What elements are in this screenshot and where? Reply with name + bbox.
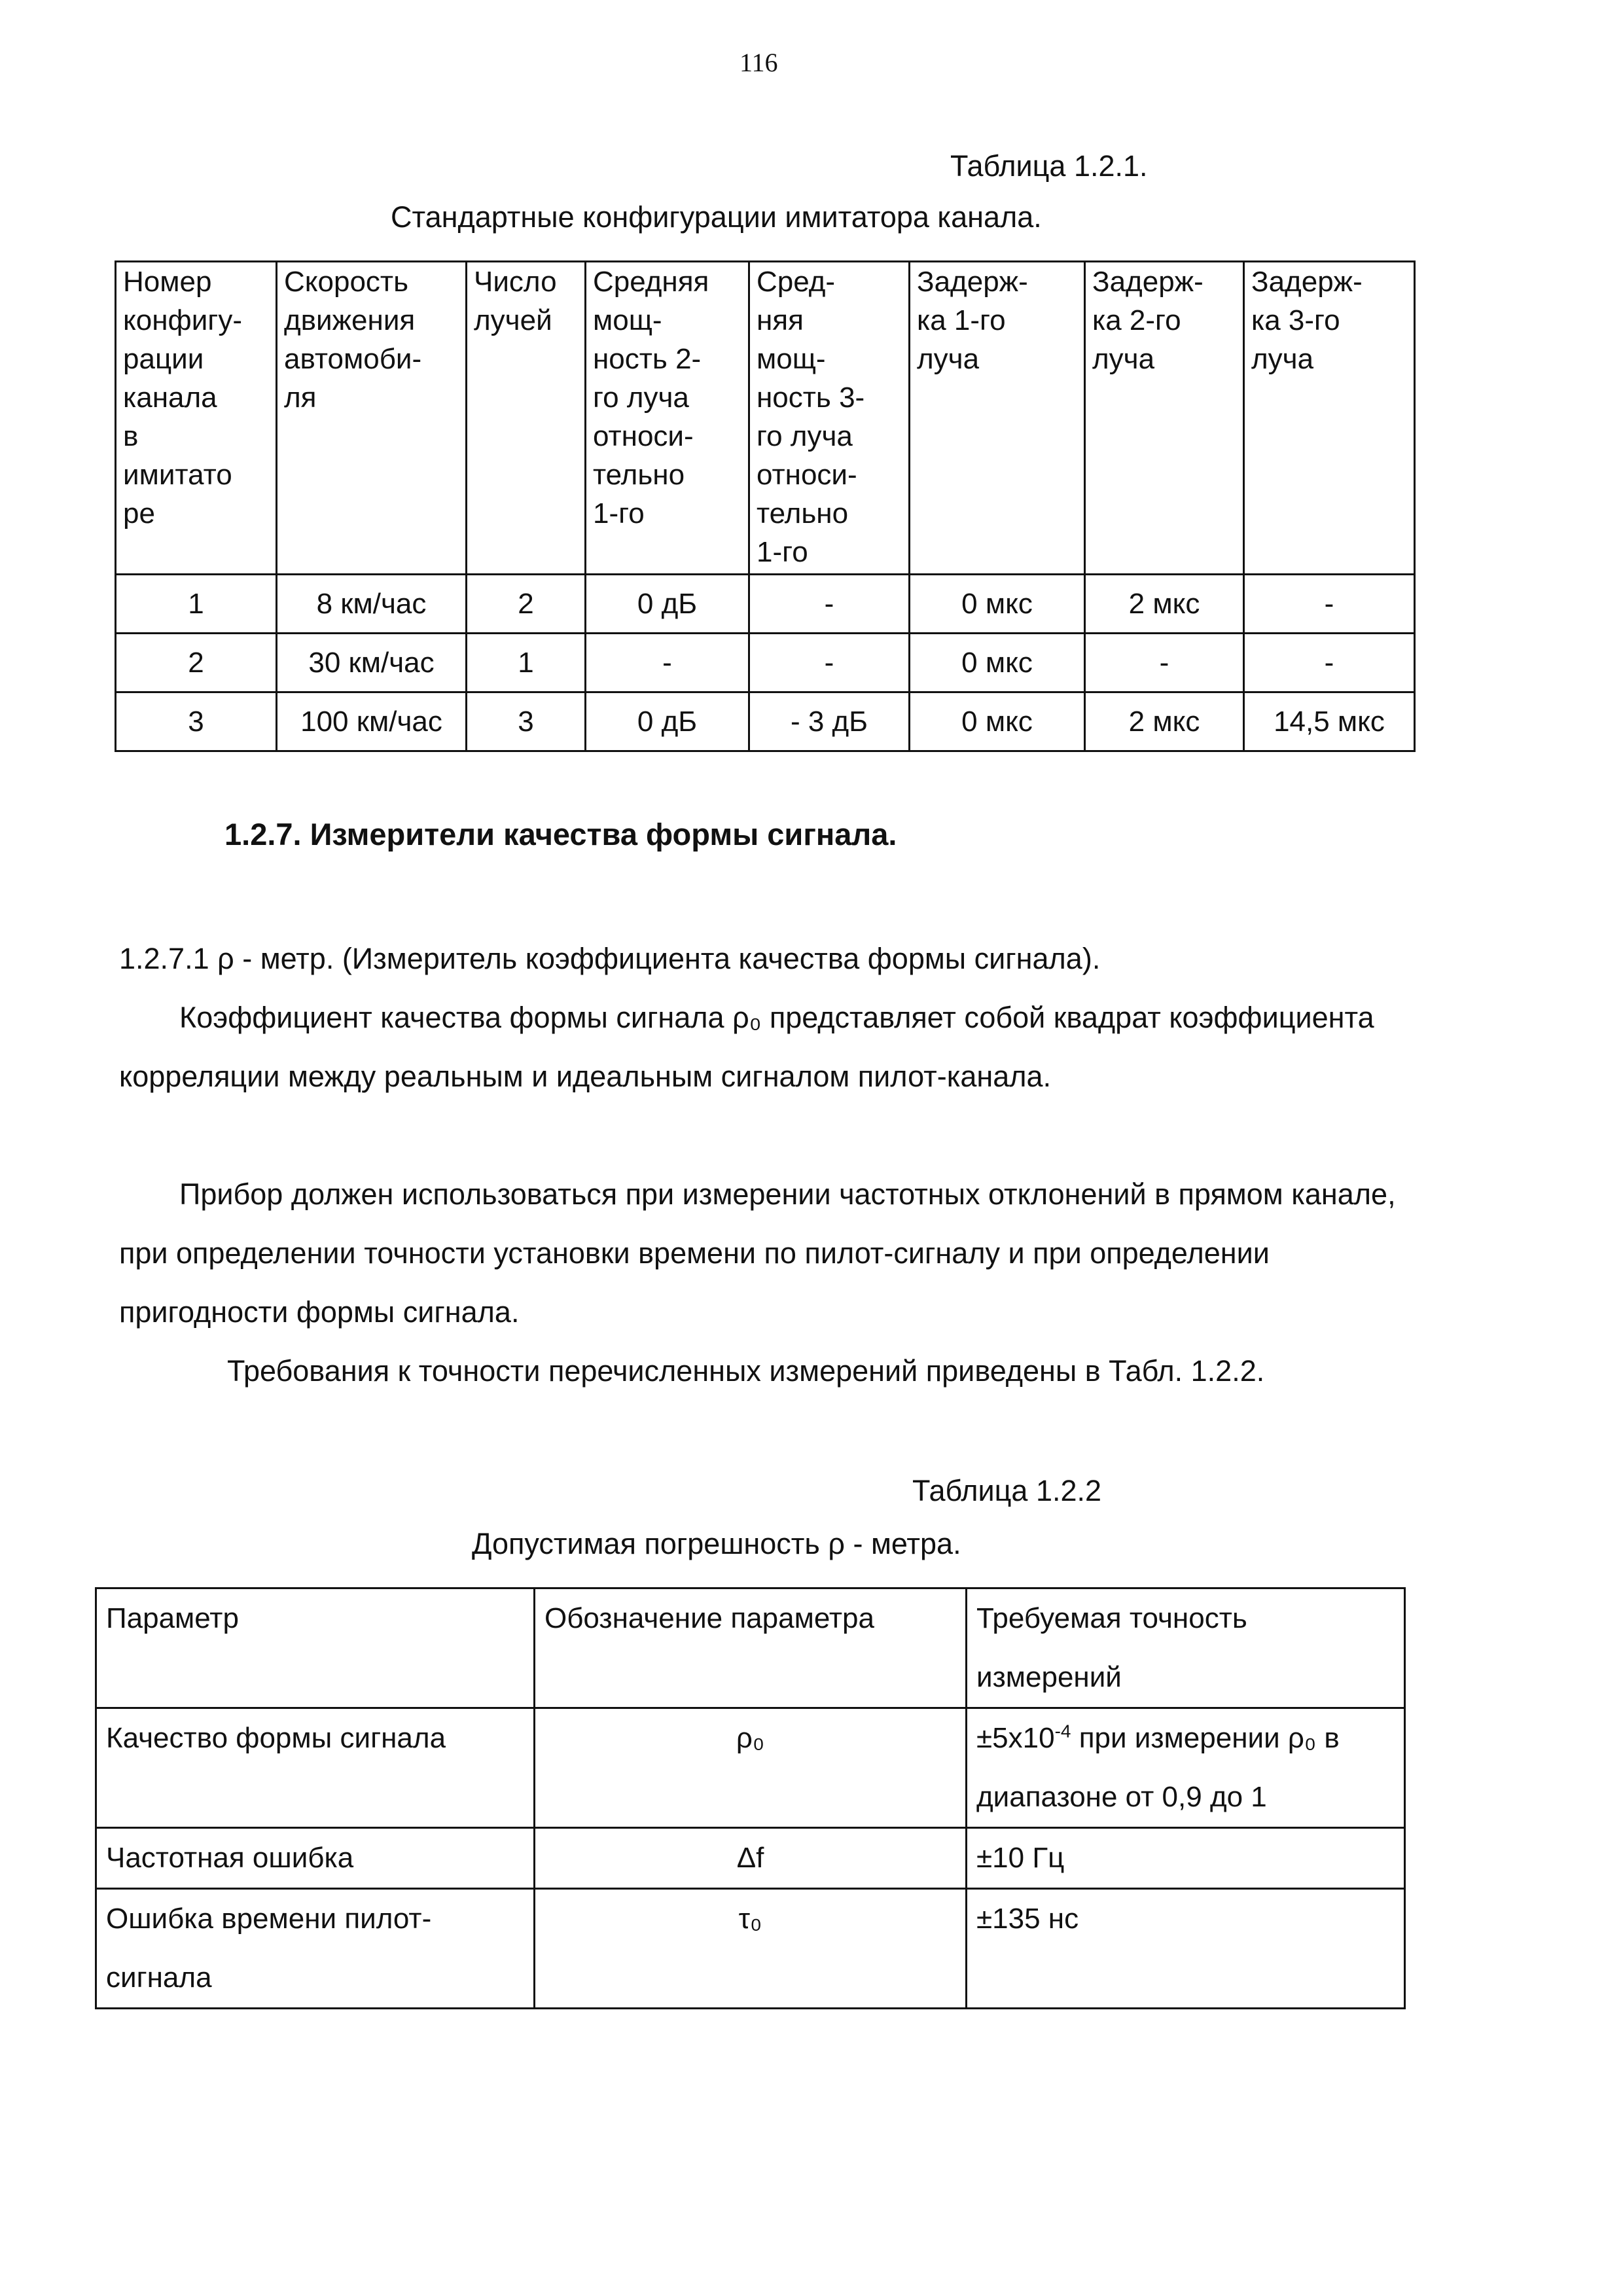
accuracy-condition: при измерении ρ₀ в диапазоне от 0,9 до 1 <box>976 1722 1340 1813</box>
header-cell: Скорость движения автомоби- ля <box>277 262 467 575</box>
header-cell: Номер конфигу- рации канала в имитато ре <box>116 262 277 575</box>
table-header-row <box>116 262 1415 575</box>
header-cell: Требуемая точность измерений <box>967 1588 1405 1708</box>
table-cell: τ₀ <box>535 1889 967 2009</box>
table1-caption: Таблица 1.2.1. <box>950 149 1148 183</box>
table-cell: - <box>749 575 910 634</box>
table-cell: 100 км/час <box>277 692 467 751</box>
table-cell: Частотная ошибка <box>96 1828 535 1889</box>
header-cell: Параметр <box>96 1588 535 1708</box>
header-cell: Средняя мощ- ность 2- го луча относи- тельно 1-го <box>586 262 749 575</box>
header-cell: Задерж- ка 1-го луча <box>910 262 1085 575</box>
table-cell: - <box>749 634 910 692</box>
table-row <box>96 1828 1405 1889</box>
table-header-row <box>96 1588 1405 1708</box>
table-row <box>96 1889 1405 2009</box>
table-cell: 1 <box>467 634 586 692</box>
table-cell: - <box>586 634 749 692</box>
table-cell: 0 мкс <box>910 692 1085 751</box>
accuracy-exponent: -4 <box>1054 1721 1071 1742</box>
table-cell <box>967 1828 1405 1889</box>
table-cell: 1 <box>116 575 277 634</box>
table2-caption: Таблица 1.2.2 <box>912 1474 1102 1507</box>
table-cell: 0 дБ <box>586 692 749 751</box>
table-cell: 2 мкс <box>1085 692 1244 751</box>
table-cell: Ошибка времени пилот-сигнала <box>96 1889 535 2009</box>
header-cell: Сред- няя мощ- ность 3- го луча относи- тельно 1-го <box>749 262 910 575</box>
accuracy-value: ±135 нс <box>976 1903 1079 1935</box>
header-cell: Обозначение параметра <box>535 1588 967 1708</box>
table-cell: 0 мкс <box>910 575 1085 634</box>
table-cell <box>967 1708 1405 1828</box>
table-cell: ρ₀ <box>535 1708 967 1828</box>
paragraph: Прибор должен использоваться при измерении частотных отклонений в прямом канале, при определении точности установки времени по пилот-сигналу и при определении пригодности формы сигнала. <box>119 1177 1396 1329</box>
page-number: 116 <box>740 48 778 77</box>
table-cell: 3 <box>116 692 277 751</box>
table-cell: 2 <box>467 575 586 634</box>
table-cell: - <box>1244 634 1415 692</box>
table-cell: 2 <box>116 634 277 692</box>
accuracy-value: ±10 Гц <box>976 1842 1065 1874</box>
header-cell: Задерж- ка 2-го луча <box>1085 262 1244 575</box>
table-cell: 14,5 мкс <box>1244 692 1415 751</box>
paragraph: Коэффициент качества формы сигнала ρ₀ представляет собой квадрат коэффициента корреляции между реальным и идеальным сигналом пилот-канала. <box>119 1001 1374 1093</box>
table-cell: 8 км/час <box>277 575 467 634</box>
table-cell: - <box>1244 575 1415 634</box>
accuracy-value: ±5x10 <box>976 1722 1055 1754</box>
paragraph: Требования к точности перечисленных измерений приведены в Табл. 1.2.2. <box>227 1354 1265 1388</box>
rho-meter-accuracy-table <box>95 1587 1406 2009</box>
table-cell: Качество формы сигнала <box>96 1708 535 1828</box>
paragraph: 1.2.7.1 ρ - метр. (Измеритель коэффициента качества формы сигнала). <box>119 942 1101 975</box>
table-cell: 0 мкс <box>910 634 1085 692</box>
table1-title: Стандартные конфигурации имитатора канала. <box>391 200 1042 234</box>
header-cell: Число лучей <box>467 262 586 575</box>
table-row <box>116 634 1415 692</box>
table-row <box>96 1708 1405 1828</box>
table-cell: 0 дБ <box>586 575 749 634</box>
table-cell: 3 <box>467 692 586 751</box>
table2-title: Допустимая погрешность ρ - метра. <box>472 1527 961 1560</box>
table-row <box>116 575 1415 634</box>
section-heading: 1.2.7. Измерители качества формы сигнала. <box>224 817 897 852</box>
table-row <box>116 692 1415 751</box>
table-cell: - 3 дБ <box>749 692 910 751</box>
table-cell: Δf <box>535 1828 967 1889</box>
channel-simulator-config-table <box>115 260 1416 752</box>
table-cell: 30 км/час <box>277 634 467 692</box>
table-cell: - <box>1085 634 1244 692</box>
table-cell: 2 мкс <box>1085 575 1244 634</box>
table-cell <box>967 1889 1405 2009</box>
header-cell: Задерж- ка 3-го луча <box>1244 262 1415 575</box>
